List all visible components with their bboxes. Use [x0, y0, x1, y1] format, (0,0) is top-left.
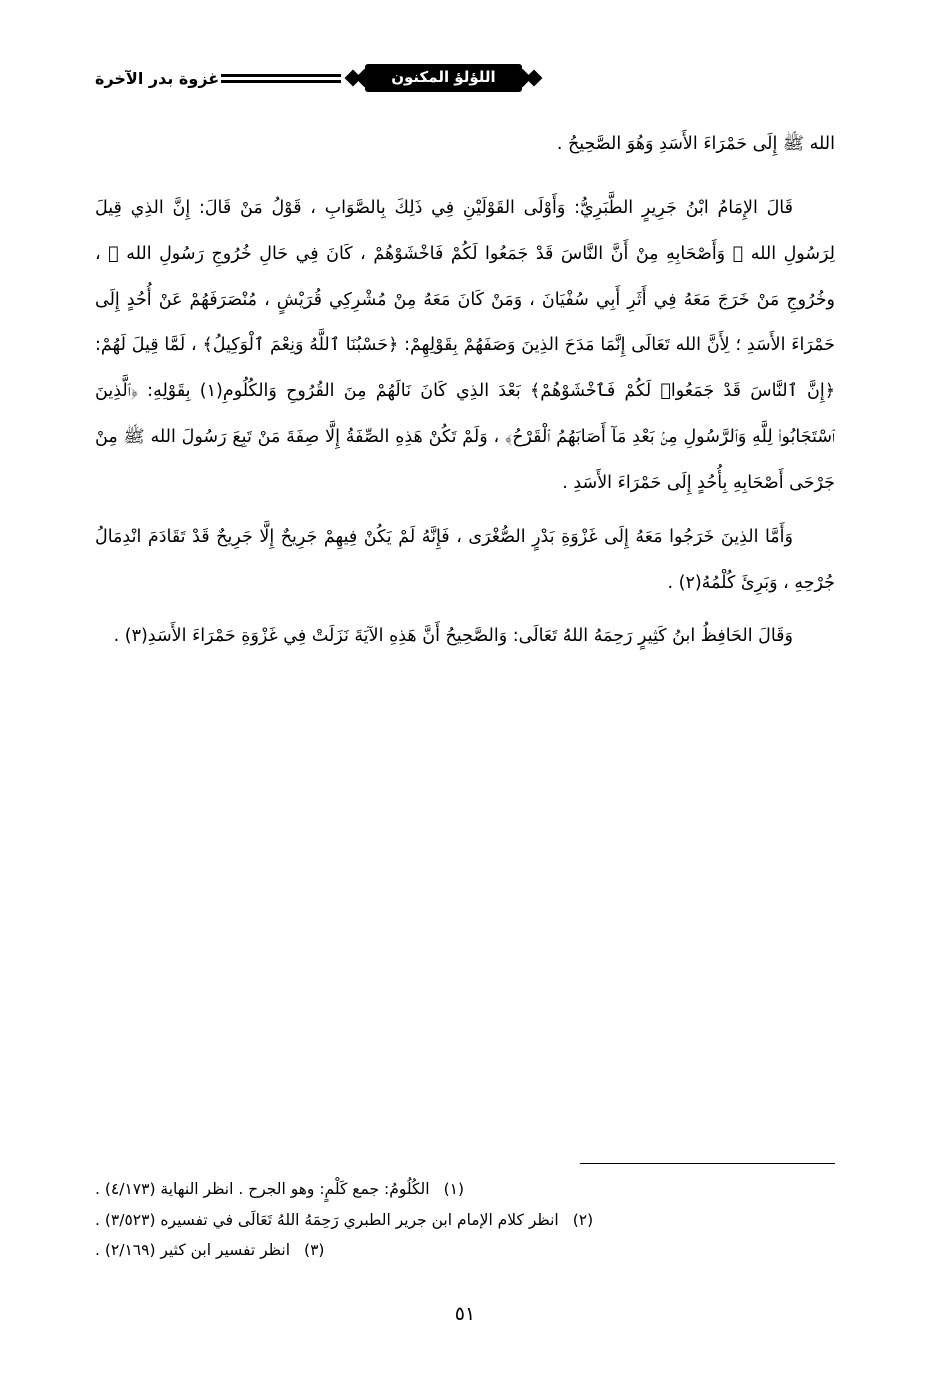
footnote-separator	[580, 1163, 835, 1164]
footnote-text: انظر تفسير ابن كثير (٢/١٦٩) .	[95, 1240, 290, 1259]
footnote-marker: (٣)	[304, 1240, 325, 1259]
header-chapter-title: غزوة بدر الآخرة	[95, 68, 220, 88]
ornament-diamond-left-icon	[345, 70, 362, 87]
header-ornament	[221, 64, 545, 92]
page-header	[95, 52, 835, 104]
page-body	[95, 122, 835, 668]
paragraph-1: الله ﷺ إِلَى حَمْرَاءَ الأَسَدِ وَهُوَ الصَّحِيحُ .	[556, 134, 835, 154]
page-number: ٥١	[454, 1303, 476, 1325]
footnote-text: الكُلُومُ: جمع كَلْمٍ: وهو الجرح . انظر النهاية (٤/١٧٣) .	[95, 1180, 430, 1199]
footnote-marker: (٢)	[572, 1210, 594, 1229]
footnote-item	[95, 1205, 835, 1235]
footnote-item	[95, 1235, 835, 1265]
footnote-item	[95, 1174, 835, 1204]
header-book-title: اللؤلؤ المكنون	[365, 64, 521, 92]
footnote-text: انظر كلام الإمام ابن جرير الطبري رَحِمَهُ اللهُ تَعَالَى في تفسيره (٣/٥٢٣) .	[95, 1210, 559, 1229]
paragraph-2: قَالَ الإِمَامُ ابْنُ جَرِيرٍ الطَّبَرِيُّ: وَأَوْلَى القَوْلَيْنِ فِي ذَلِكَ بِالصَّوَابِ ، قَوْلُ مَنْ قَالَ: إِنَّ الذِي قِيلَ لِرَسُولِ الله ﷺ وَأَصْحَابِهِ مِنْ أَنَّ النَّاسَ قَدْ جَمَعُوا لَكُمْ فَاخْشَوْهُمْ ، كَانَ فِي حَالِ خُرُوجِ رَسُولِ الله ﷺ ، وخُرُوجِ مَنْ خَرَجَ مَعَهُ فِي أَثَرِ أَبِي سُفْيَانَ ، وَمَنْ كَانَ مَعَهُ مِنْ مُشْرِكِي قُرَيْشٍ ، مُنْصَرَفَهُمْ عَنْ أُحُدٍ إِلَى حَمْرَاءَ الأَسَدِ ؛ لِأَنَّ الله تَعَالَى إِنَّمَا مَدَحَ الذِينَ وَصَفَهُمْ بِقَوْلِهِمْ: ﴿حَسْبُنَا ٱللَّهُ وَنِعْمَ ٱلْوَكِيلُ﴾ ، لَمَّا قِيلَ لَهُمْ: ﴿إِنَّ ٱلنَّاسَ قَدْ جَمَعُوا۟ لَكُمْ فَٱخْشَوْهُمْ﴾ بَعْدَ الذِي كَانَ نَالَهُمْ مِنَ القُرُوحِ وَالكُلُومِ(١) بِقَوْلِهِ: ﴿ٱلَّذِينَ ٱسْتَجَابُوا۟ لِلَّهِ وَٱلرَّسُولِ مِنۢ بَعْدِ مَآ أَصَابَهُمُ ٱلْقَرْحُ﴾ ، وَلَمْ تَكُنْ هَذِهِ الصِّفَةُ إِلَّا صِفَةَ مَنْ تَبِعَ رَسُولَ الله ﷺ مِنْ جَرْحَى أَصْحَابِهِ بِأُحُدٍ إِلَى حَمْرَاءَ الأَسَدِ .	[95, 197, 836, 493]
paragraph-3: وَأَمَّا الذِينَ خَرَجُوا مَعَهُ إِلَى غَزْوَةِ بَدْرٍ الصُّغْرَى ، فَإِنَّهُ لَمْ يَكُنْ فِيهِمْ جَرِيحٌ إِلَّا جَرِيحٌ قَدْ تَقَادَمَ انْدِمَالُ جُرْحِهِ ، وَبَرِئَ كُلْمُهُ(٢) .	[95, 526, 835, 593]
paragraph-4: وَقَالَ الحَافِظُ ابنُ كَثِيرٍ رَحِمَهُ اللهُ تَعَالَى: وَالصَّحِيحُ أَنَّ هَذِهِ الآيَةَ نَزَلَتْ فِي غَزْوَةِ حَمْرَاءَ الأَسَدِ(٣) .	[113, 626, 793, 647]
header-rule	[221, 74, 341, 83]
footnotes-section	[95, 1163, 835, 1265]
footnote-marker: (١)	[443, 1180, 465, 1199]
